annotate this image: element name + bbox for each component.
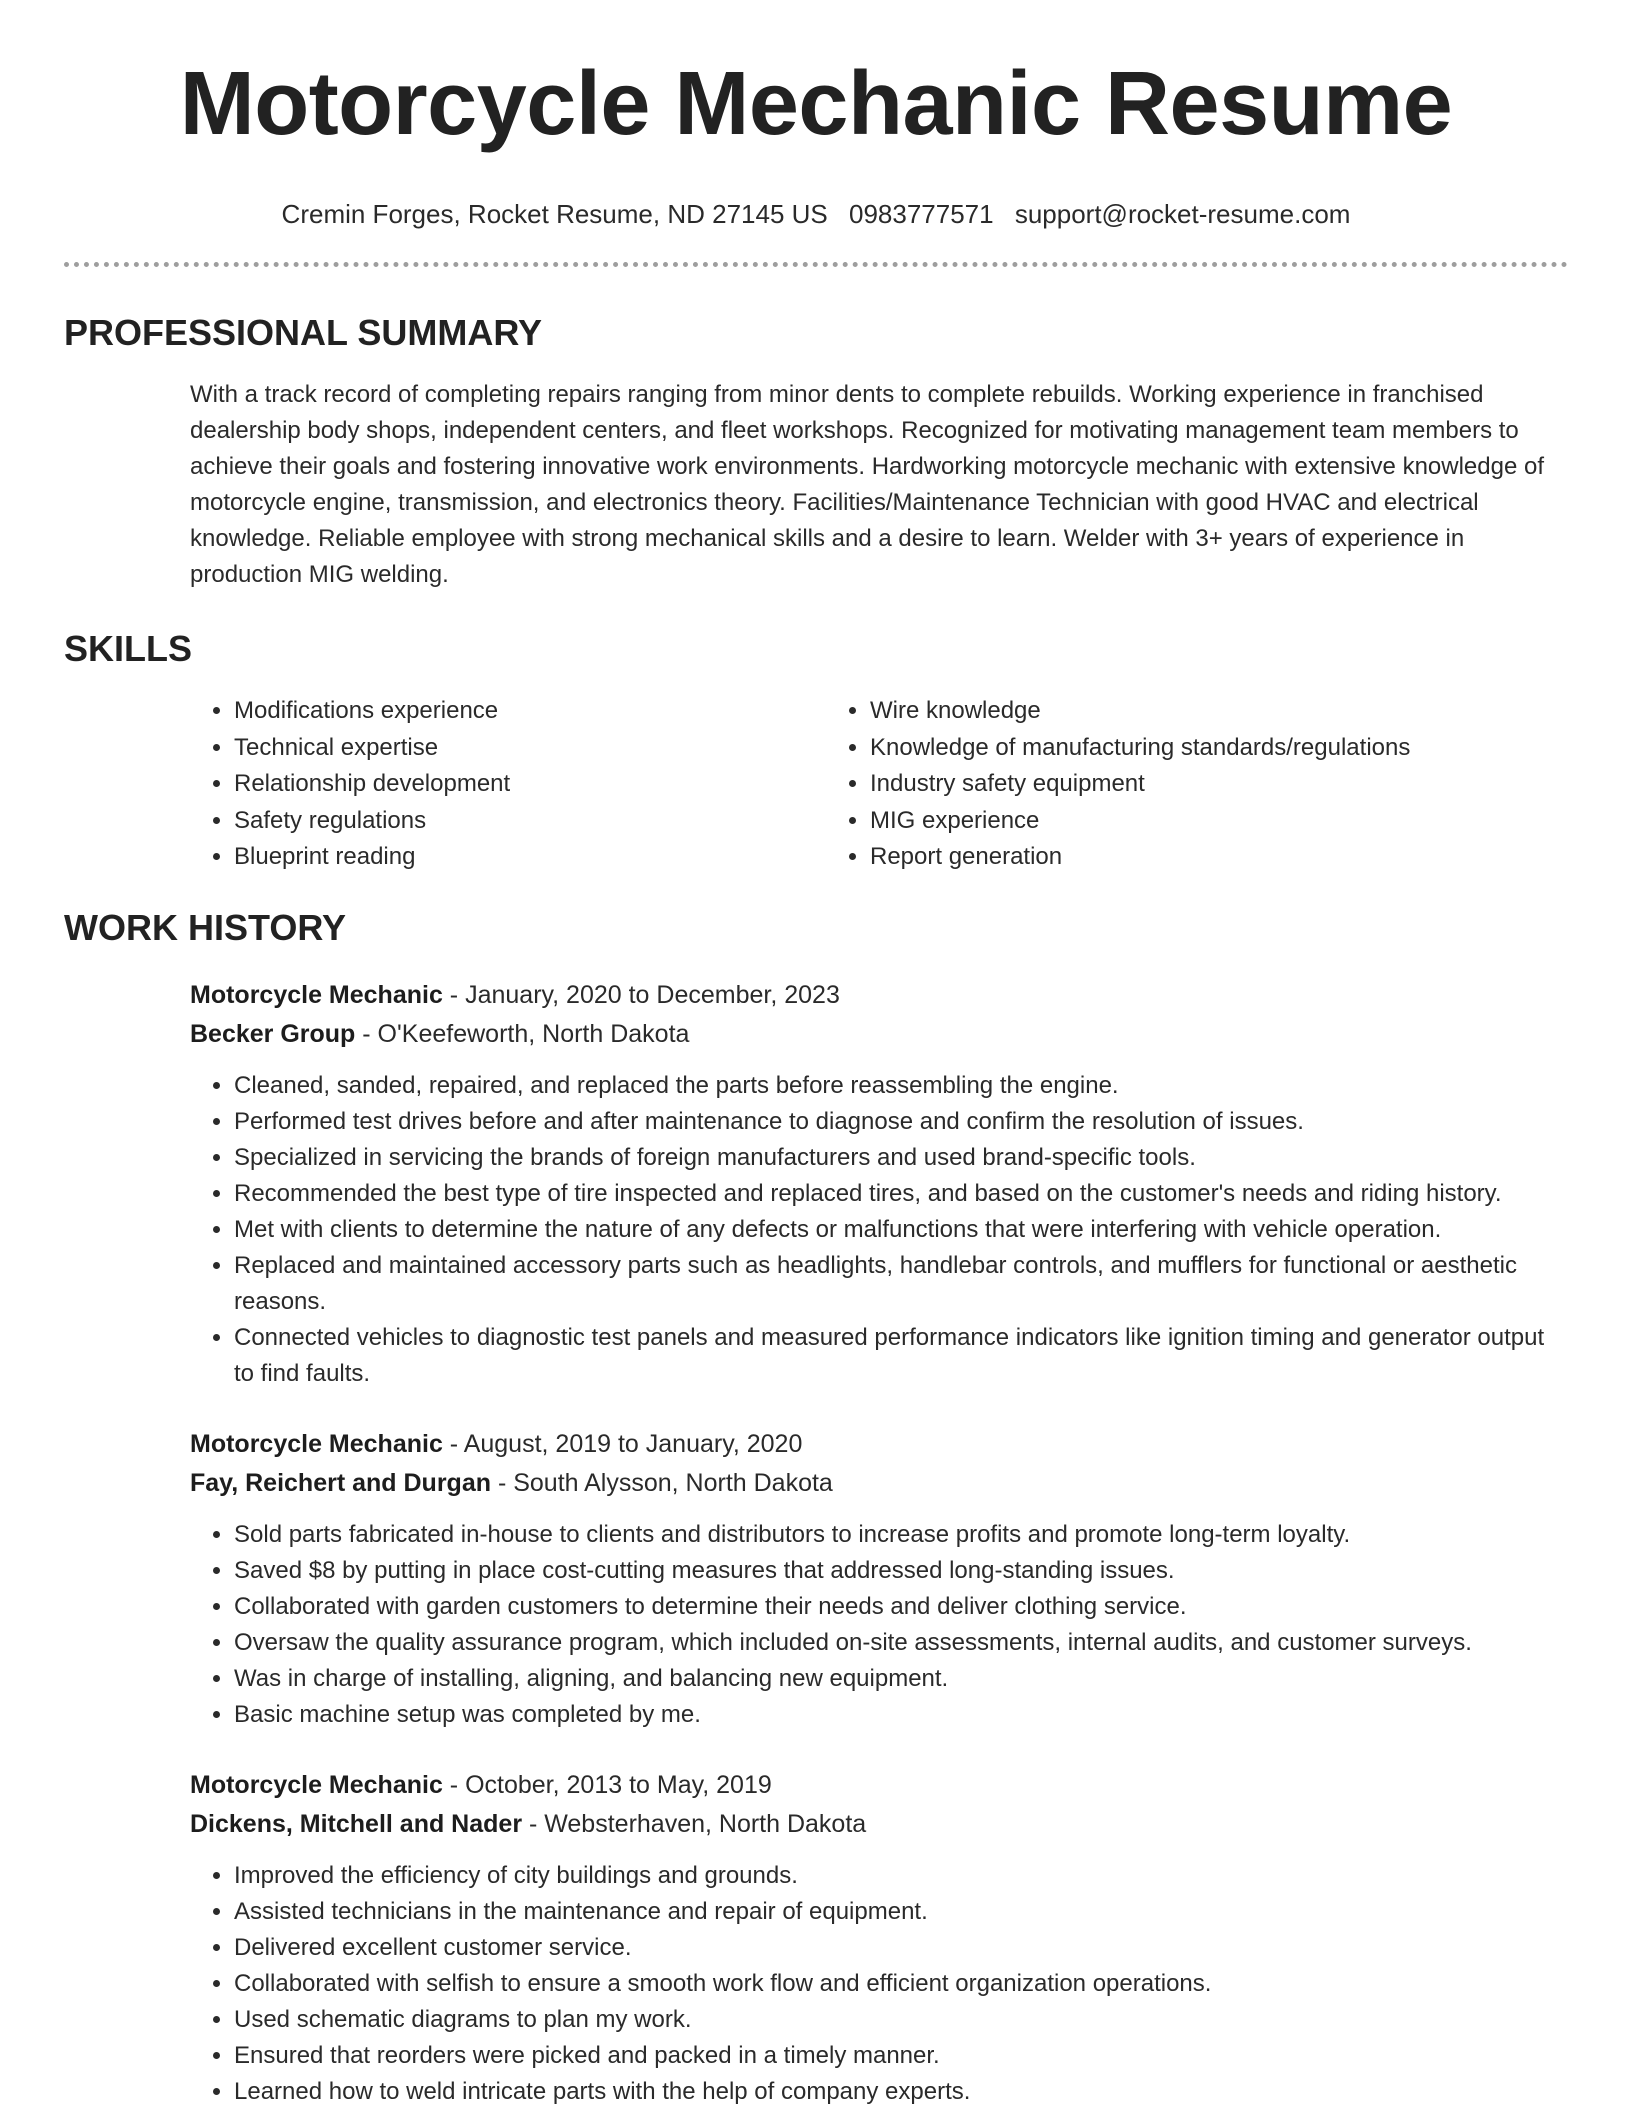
job-bullet: • Sold parts fabricated in-house to clients and distributors to increase profits and promote long-term loyalty. xyxy=(234,1517,1568,1553)
job-bullet: • Learned how to weld intricate parts with the help of company experts. xyxy=(234,2074,1568,2110)
skills-column-left xyxy=(190,693,826,876)
job-location: - O'Keefeworth, North Dakota xyxy=(355,1019,690,1048)
job-dates: - August, 2019 to January, 2020 xyxy=(442,1429,803,1458)
job-bullet: • Replaced and maintained accessory parts such as headlights, handlebar controls, and mufflers for functional or aesthetic reasons. xyxy=(234,1248,1568,1320)
skills-heading: SKILLS xyxy=(64,628,193,669)
job-bullet: • Assisted technicians in the maintenance and repair of equipment. xyxy=(234,1894,1568,1930)
job-location: - Websterhaven, North Dakota xyxy=(522,1809,867,1838)
job-bullet: • Cleaned, sanded, repaired, and replaced the parts before reassembling the engine. xyxy=(234,1068,1568,1104)
skill-item: • Report generation xyxy=(870,839,1410,876)
job-bullet: • Was in charge of installing, aligning, and balancing new equipment. xyxy=(234,1661,1568,1697)
contact-email: support@rocket-resume.com xyxy=(1014,199,1351,229)
job-bullet: • Performed test drives before and after maintenance to diagnose and confirm the resolution of issues. xyxy=(234,1104,1568,1140)
contact-line xyxy=(64,198,1568,230)
job-bullet: • Basic machine setup was completed by me. xyxy=(234,1697,1568,1733)
work-history-heading: WORK HISTORY xyxy=(64,906,347,948)
professional-summary-heading: PROFESSIONAL SUMMARY xyxy=(64,312,543,353)
job-company-line xyxy=(190,1015,1568,1054)
job-entry xyxy=(190,1766,1568,2110)
job-bullet: • Ensured that reorders were picked and packed in a timely manner. xyxy=(234,2038,1568,2074)
job-dates: - January, 2020 to December, 2023 xyxy=(442,980,840,1009)
job-title-line xyxy=(190,1766,1568,1805)
job-company: Becker Group xyxy=(190,1019,356,1048)
job-location: - South Alysson, North Dakota xyxy=(491,1468,833,1497)
skill-item: • Safety regulations xyxy=(234,803,826,840)
skills-column-right xyxy=(826,693,1410,876)
job-bullet: • Met with clients to determine the nature of any defects or malfunctions that were interfering with vehicle operation. xyxy=(234,1212,1568,1248)
professional-summary-text: With a track record of completing repairs ranging from minor dents to complete rebuilds. Working experience in franchised dealership body shops, independent centers, and fleet workshops. Recognized for motivating management team members to achieve their goals and fostering innovative work environments. Hardworking motorcycle mechanic with extensive knowledge of motorcycle engine, transmission, and electronics theory. Facilities/Maintenance Technician with good HVAC and electrical knowledge. Reliable employee with strong mechanical skills and a desire to learn. Welder with 3+ years of experience in production MIG welding. xyxy=(190,381,1545,588)
skill-item: • Knowledge of manufacturing standards/regulations xyxy=(870,730,1410,767)
job-bullet: • Saved $8 by putting in place cost-cutting measures that addressed long-standing issues. xyxy=(234,1553,1568,1589)
resume-header xyxy=(64,0,1568,267)
skills-list xyxy=(190,693,1568,876)
skill-item: • MIG experience xyxy=(870,803,1410,840)
resume-title: Motorcycle Mechanic Resume xyxy=(179,54,1453,154)
job-bullets xyxy=(190,1858,1568,2110)
job-title-line xyxy=(190,1425,1568,1464)
job-entry xyxy=(190,976,1568,1392)
job-title: Motorcycle Mechanic xyxy=(190,1429,443,1458)
contact-address: Cremin Forges, Rocket Resume, ND 27145 US xyxy=(281,199,828,229)
job-bullets xyxy=(190,1517,1568,1733)
job-bullet: • Recommended the best type of tire inspected and replaced tires, and based on the customer's needs and riding history. xyxy=(234,1176,1568,1212)
skill-item: • Modifications experience xyxy=(234,693,826,730)
contact-phone: 0983777571 xyxy=(848,199,994,229)
job-company-line xyxy=(190,1464,1568,1503)
header-divider xyxy=(64,262,1568,267)
skill-item: • Wire knowledge xyxy=(870,693,1410,730)
job-bullet: • Specialized in servicing the brands of foreign manufacturers and used brand-specific tools. xyxy=(234,1140,1568,1176)
job-title: Motorcycle Mechanic xyxy=(190,1770,443,1799)
job-title-line xyxy=(190,976,1568,1015)
job-company: Fay, Reichert and Durgan xyxy=(190,1468,491,1497)
job-bullet: • Oversaw the quality assurance program, which included on-site assessments, internal audits, and customer surveys. xyxy=(234,1625,1568,1661)
skill-item: • Relationship development xyxy=(234,766,826,803)
skill-item: • Technical expertise xyxy=(234,730,826,767)
job-entry xyxy=(190,1425,1568,1733)
job-bullet: • Collaborated with garden customers to determine their needs and deliver clothing service. xyxy=(234,1589,1568,1625)
job-bullet: • Delivered excellent customer service. xyxy=(234,1930,1568,1966)
skill-item: • Blueprint reading xyxy=(234,839,826,876)
job-title: Motorcycle Mechanic xyxy=(190,980,443,1009)
job-bullet: • Used schematic diagrams to plan my work. xyxy=(234,2002,1568,2038)
job-bullet: • Improved the efficiency of city buildings and grounds. xyxy=(234,1858,1568,1894)
job-company: Dickens, Mitchell and Nader xyxy=(190,1809,523,1838)
job-company-line xyxy=(190,1805,1568,1844)
skill-item: • Industry safety equipment xyxy=(870,766,1410,803)
job-dates: - October, 2013 to May, 2019 xyxy=(442,1770,772,1799)
job-bullet: • Collaborated with selfish to ensure a smooth work flow and efficient organization operations. xyxy=(234,1966,1568,2002)
job-bullets xyxy=(190,1068,1568,1392)
job-bullet: • Connected vehicles to diagnostic test panels and measured performance indicators like ignition timing and generator output to find faults. xyxy=(234,1320,1568,1392)
